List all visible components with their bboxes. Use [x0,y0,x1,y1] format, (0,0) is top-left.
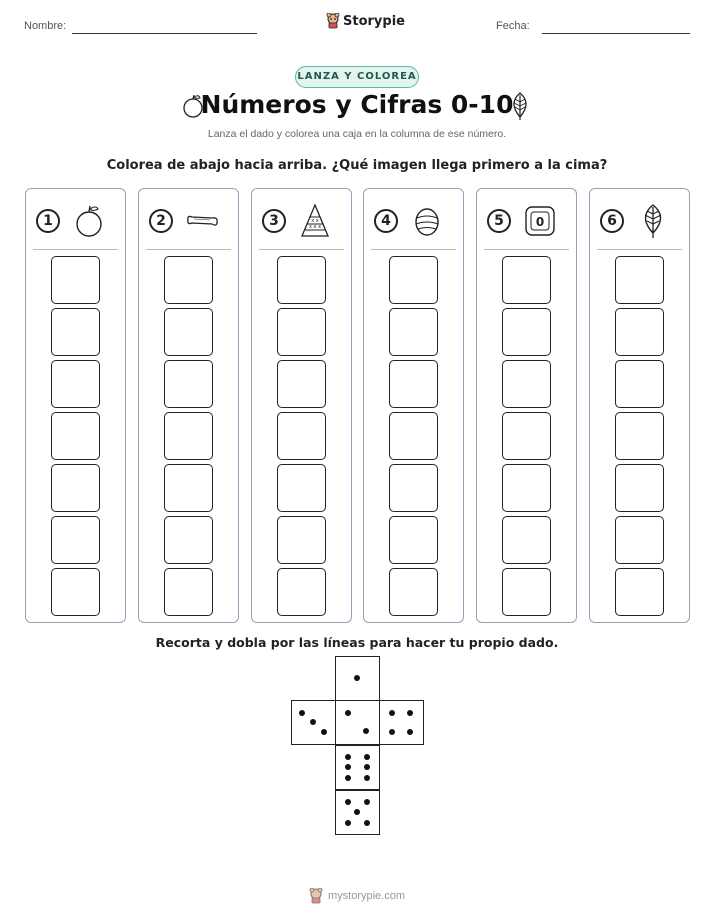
color-box[interactable] [502,568,551,616]
color-box[interactable] [164,464,213,512]
race-column-6 [589,188,690,623]
color-box[interactable] [389,412,438,460]
zero-label: 0 [535,215,545,229]
die-face-6 [335,745,380,790]
zero-block-icon [522,203,558,239]
color-box[interactable] [164,412,213,460]
column-number: 1 [36,209,60,233]
column-divider [259,249,344,250]
color-box[interactable] [51,256,100,304]
activity-badge: LANZA Y COLOREA [295,66,419,88]
candy-corn-icon [297,203,333,239]
die-face-4 [379,700,424,745]
color-box[interactable] [164,308,213,356]
column-divider [597,249,682,250]
column-header [252,203,351,239]
color-box[interactable] [277,256,326,304]
die-face-5 [335,790,380,835]
color-box[interactable] [277,516,326,564]
race-column-4 [363,188,464,623]
footer-url[interactable]: mystorypie.com [328,890,406,902]
color-box[interactable] [502,412,551,460]
color-box[interactable] [502,308,551,356]
date-label: Fecha: [496,20,530,32]
storypie-mascot-icon [326,13,340,29]
color-box[interactable] [615,464,664,512]
color-box[interactable] [51,360,100,408]
column-header [139,203,238,239]
column-number: 3 [262,209,286,233]
race-instruction: Colorea de abajo hacia arriba. ¿Qué imagen llega primero a la cima? [106,158,608,173]
column-number: 2 [149,209,173,233]
color-box[interactable] [389,256,438,304]
die-face-3 [291,700,336,745]
color-box[interactable] [502,516,551,564]
column-number: 6 [600,209,624,233]
color-box[interactable] [51,308,100,356]
name-line [72,33,257,34]
color-box[interactable] [389,516,438,564]
color-box[interactable] [615,308,664,356]
color-box[interactable] [277,308,326,356]
color-box[interactable] [51,412,100,460]
column-number: 5 [487,209,511,233]
bone-icon [184,203,220,239]
storypie-mascot-icon [309,888,323,904]
race-column-2 [138,188,239,623]
svg-text:x x: x x [311,218,319,224]
date-line [542,33,690,34]
column-divider [146,249,231,250]
color-box[interactable] [615,256,664,304]
page-subtitle: Lanza el dado y colorea una caja en la columna de ese número. [207,128,507,140]
color-box[interactable] [164,256,213,304]
leaf-icon [635,203,671,239]
apple-icon [71,203,107,239]
color-box[interactable] [389,308,438,356]
color-box[interactable] [51,568,100,616]
color-box[interactable] [389,568,438,616]
egg-icon [409,203,445,239]
page-title: Números y Cifras 0-10 [200,90,514,119]
color-box[interactable] [164,516,213,564]
svg-text:x x x: x x x [308,224,322,230]
color-box[interactable] [277,464,326,512]
color-box[interactable] [615,360,664,408]
color-box[interactable] [389,464,438,512]
color-box[interactable] [502,360,551,408]
color-box[interactable] [389,360,438,408]
column-header [26,203,125,239]
die-face-2 [335,700,380,745]
column-divider [484,249,569,250]
race-column-5 [476,188,577,623]
color-box[interactable] [277,568,326,616]
column-divider [371,249,456,250]
color-box[interactable] [277,412,326,460]
color-box[interactable] [164,360,213,408]
leaf-icon [506,91,534,121]
column-header [477,203,576,239]
color-box[interactable] [615,412,664,460]
race-column-1 [25,188,126,623]
column-number: 4 [374,209,398,233]
footer [309,888,405,904]
color-box[interactable] [615,568,664,616]
color-box[interactable] [502,464,551,512]
cut-instruction: Recorta y dobla por las líneas para hacer tu propio dado. [155,635,559,650]
color-box[interactable] [51,464,100,512]
die-face-1 [335,656,380,701]
race-column-3 [251,188,352,623]
brand-logo [326,13,405,29]
color-box[interactable] [277,360,326,408]
name-label: Nombre: [24,20,67,32]
column-header [364,203,463,239]
color-box[interactable] [615,516,664,564]
column-divider [33,249,118,250]
color-box[interactable] [164,568,213,616]
brand-name: Storypie [343,13,405,29]
color-box[interactable] [502,256,551,304]
color-box[interactable] [51,516,100,564]
column-header [590,203,689,239]
